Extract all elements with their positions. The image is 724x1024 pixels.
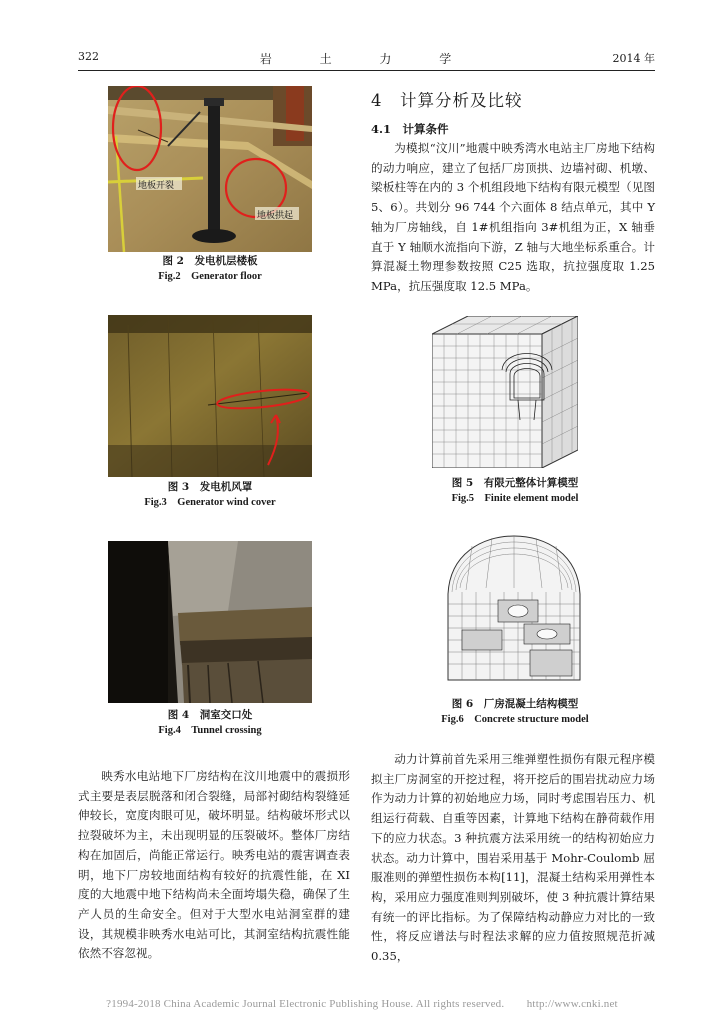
header-rule: [78, 70, 655, 71]
left-body-text: [78, 767, 350, 964]
section-paragraph-2: 动力计算前首先采用三维弹塑性损伤有限元程序模拟主厂房洞室的开挖过程，将开挖后的围岩扰动应力场作为动力计算的初始地应力场，同时考虑围岩压力、机组运行荷载、自重等因素，计算地下结构在静荷载作用下的应力状态。3 种抗震方法采用统一的结构初始应力状态。动力计算中，围岩采用基于 Mohr-Coulomb 屈服准则的弹塑性损伤本构[11]，混凝土结构采用弹性本构，采用应力强度准则判别破坏，使 3 种抗震计算结果有统一的评比指标。为了保障结构动静应力对比的一致性，将反应谱法与时程法求解的应力值按照规范折减 0.35，: [371, 752, 655, 964]
fig3-caption: [108, 480, 312, 510]
journal-name: 岩 土 力 学: [259, 52, 474, 66]
copyright-footer: ?1994-2018 China Academic Journal Electronic Publishing House. All rights reserved. http://www.cnki.net: [106, 998, 618, 1010]
fig6-caption-en: Fig.6 Concrete structure model: [441, 714, 589, 725]
section-title: 4 计算分析及比较: [371, 91, 523, 110]
page-number: 322: [78, 50, 99, 63]
fig3-photo-wind-cover: [108, 315, 312, 477]
fig5-caption-cn: 图 5 有限元整体计算模型: [451, 477, 579, 489]
generator-floor-photo-image: [108, 86, 312, 252]
fig3-caption-cn: 图 3 发电机风罩: [167, 481, 253, 493]
section-paragraph-1: 为模拟“汶川”地震中映秀湾水电站主厂房地下结构的动力响应，建立了包括厂房顶拱、边墙衬砌、机墩、梁板柱等在内的 3 个机组段地下结构有限元模型（见图 5、6）。共划分 96 744 个六面体 8 结点单元，其中 Y 轴为厂房轴线，自 1#机组指向 3#机组为正，X 轴垂直于 Y 轴顺水流指向下游，Z 轴与大地坐标系重合。计算混凝土物理参数按照 C25 选取，抗拉强度取 1.25 MPa，抗压强度取 12.5 MPa。: [371, 141, 655, 293]
fig5-caption: [420, 476, 610, 506]
fig2-caption: [108, 254, 312, 284]
issue-year: 2014 年: [612, 52, 655, 65]
right-body-text-1: [371, 139, 655, 297]
fig6-concrete-structure-model: [442, 534, 586, 684]
fig5-finite-element-model: [432, 316, 578, 468]
wind-cover-photo-image: [108, 315, 312, 477]
fig4-caption-en: Fig.4 Tunnel crossing: [158, 725, 262, 736]
fe-mesh-image: [432, 316, 578, 468]
fig2-caption-cn: 图 2 发电机层楼板: [162, 255, 258, 267]
fig4-photo-tunnel-crossing: [108, 541, 312, 703]
fig5-caption-en: Fig.5 Finite element model: [451, 493, 579, 504]
fig2-caption-en: Fig.2 Generator floor: [158, 271, 262, 282]
concrete-structure-mesh-image: [442, 534, 586, 684]
fig2-photo-generator-floor: [108, 86, 312, 252]
fig4-caption: [108, 708, 312, 738]
left-paragraph: 映秀水电站地下厂房结构在汶川地震中的震损形式主要是表层脱落和闭合裂缝，局部衬砌结构裂缝延伸较长，宽度肉眼可见，破坏明显。结构破坏形式以拉裂破坏为主，未出现明显的压裂破坏。整体厂房结构在加固后，尚能正常运行。映秀电站的震害调查表明，地下厂房较地面结构有较好的抗震性能，在 XI 度的大地震中地下结构尚未全面垮塌失稳，确保了生产人员的生命安全。但对于大型水电站洞室群的建设，其规模非映秀水电站可比，其洞室结构抗震性能依然不容忽视。: [78, 769, 350, 961]
fig6-caption-cn: 图 6 厂房混凝土结构模型: [451, 698, 579, 710]
fig6-caption: [420, 697, 610, 727]
label-floor-crack: 地板开裂: [138, 181, 175, 191]
right-body-text-2: [371, 750, 655, 967]
fig4-caption-cn: 图 4 洞室交口处: [167, 709, 253, 721]
fig3-caption-en: Fig.3 Generator wind cover: [144, 497, 276, 508]
label-floor-arch: 地板拱起: [257, 211, 294, 221]
running-header: [78, 50, 655, 68]
tunnel-crossing-photo-image: [108, 541, 312, 703]
subsection-title: 4.1 计算条件: [371, 122, 449, 136]
